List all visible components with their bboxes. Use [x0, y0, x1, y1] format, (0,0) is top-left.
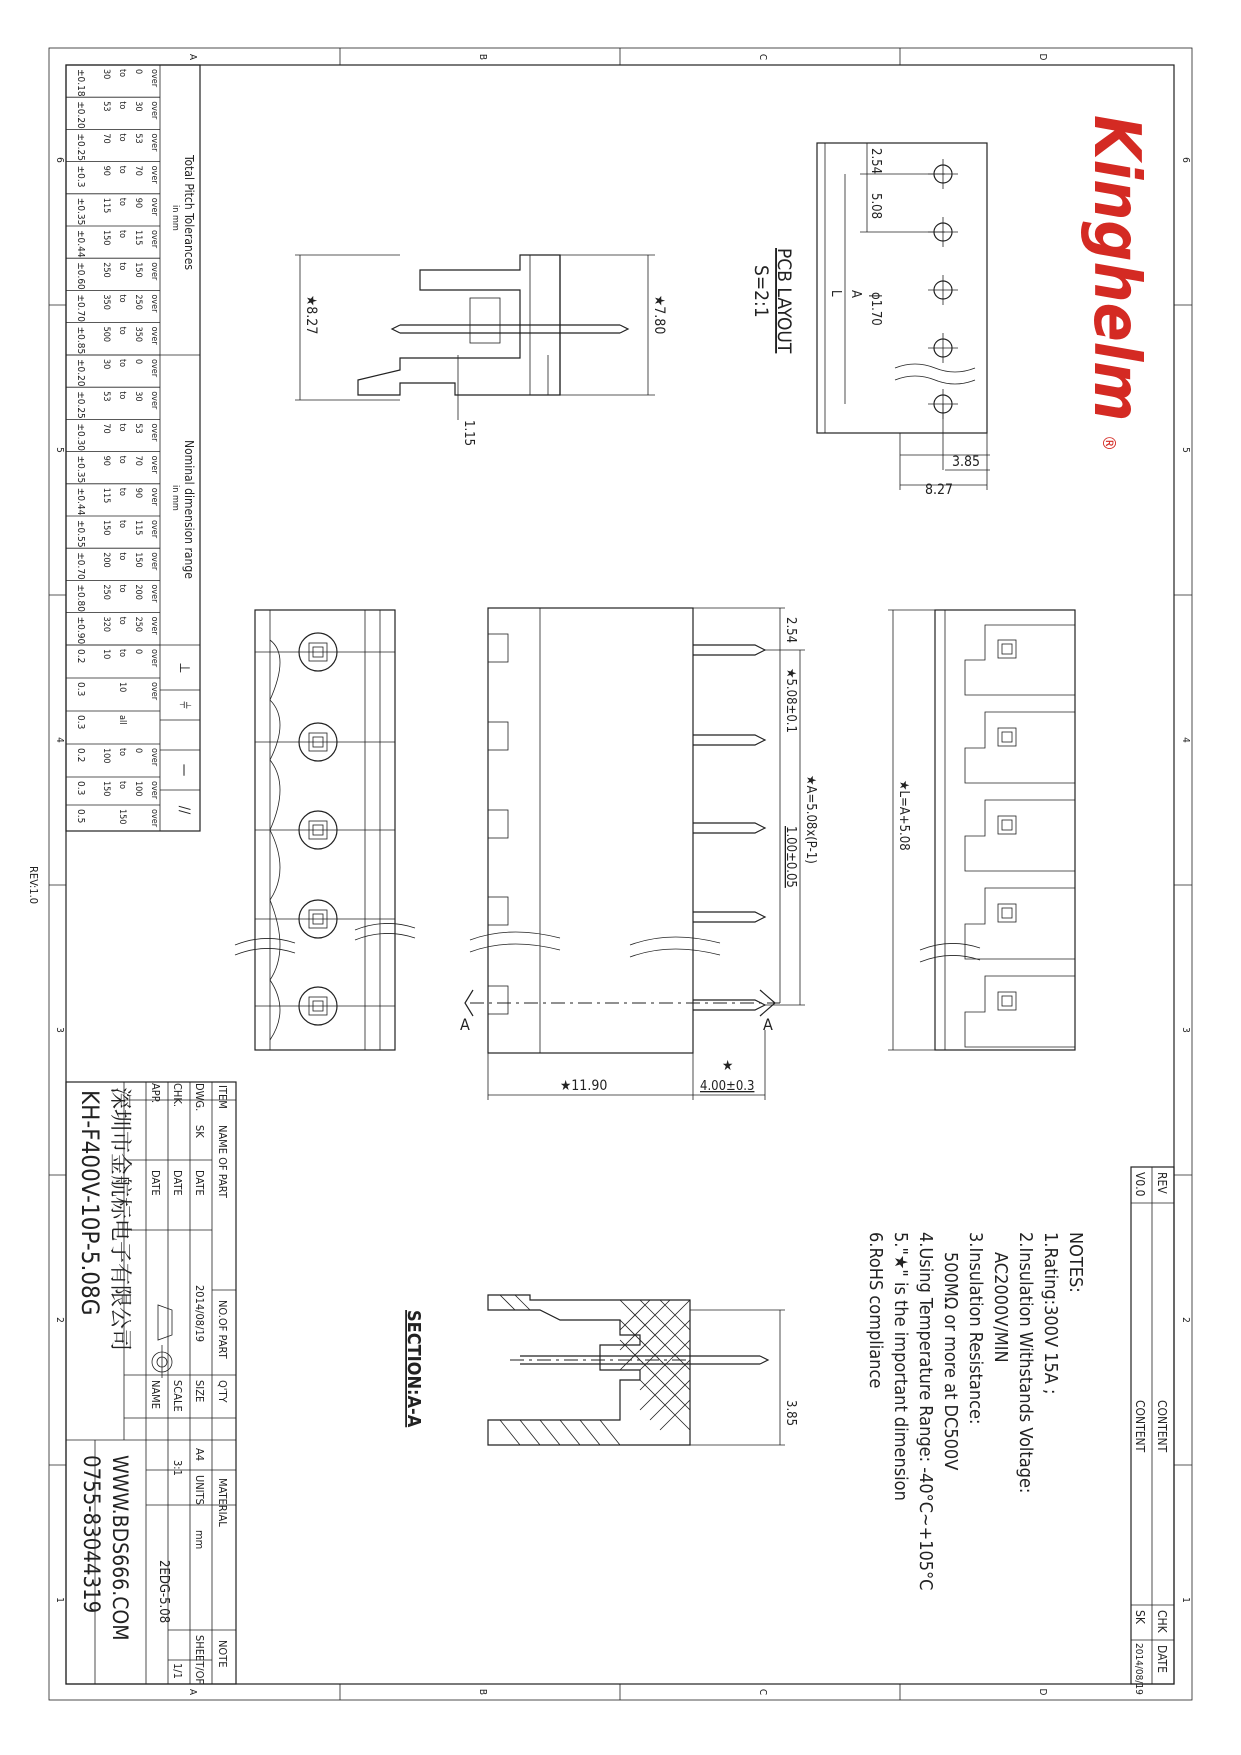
zone-number-left-3: 3: [54, 1027, 65, 1033]
tolerance-cell: to: [117, 69, 127, 78]
section-a-a: [403, 1295, 798, 1445]
tb-note: NOTE: [216, 1640, 229, 1668]
tolerance-cell: 250: [101, 584, 111, 600]
note-3: 3.Insulation Resistance:: [965, 1232, 986, 1425]
geo-symbol-straightness: —: [176, 763, 192, 777]
geometric-tolerance-cell: over: [149, 781, 159, 800]
tolerance-cell: to: [117, 520, 127, 529]
tolerance-cell: over: [149, 520, 159, 539]
notes: [865, 1232, 1086, 1591]
tb-qty: Q'TY: [216, 1380, 229, 1403]
tolerance-cell: to: [117, 584, 127, 593]
section-hatch: [500, 1295, 690, 1445]
tolerance-cells: [66, 65, 160, 828]
tolerance-cell: ±0.20: [75, 101, 86, 129]
zone-letter-bottom-b: B: [477, 1688, 488, 1696]
geometric-tolerance-cell: 0.5: [75, 809, 86, 824]
tolerance-cell: ±0.44: [75, 230, 86, 258]
tb-sheet: 1/1: [171, 1663, 184, 1679]
geometric-tolerance-cell: over: [149, 649, 159, 668]
notes-title: NOTES:: [1065, 1232, 1086, 1293]
geometric-tolerance-cell: 10: [101, 649, 111, 660]
geometric-tolerance-cell: 150: [117, 809, 127, 825]
tolerance-cell: over: [149, 197, 159, 216]
tolerance-cell: ±0.3: [75, 165, 86, 188]
brand-logo: [1079, 115, 1153, 451]
tolerance-cell: to: [117, 359, 127, 368]
note-5: 5."★" is the important dimension: [890, 1232, 911, 1501]
tb-no-of-part: NO.OF PART: [216, 1300, 229, 1359]
geometric-tolerance-cell: 0: [133, 649, 143, 655]
tolerance-cell: 250: [101, 262, 111, 278]
section-dim-3-85: 3.85: [783, 1400, 798, 1427]
front-dim-star: ★: [722, 1058, 734, 1074]
front-dim-a: ★A=5.08x(P-1): [803, 775, 818, 864]
terminal-side-view: [888, 610, 1075, 1050]
front-dim-5-08: ★5.08±0.1: [783, 668, 798, 733]
geometric-tolerance-cell: all: [117, 715, 127, 725]
zone-letter-bottom-c: C: [757, 1688, 768, 1696]
tolerance-cell: over: [149, 487, 159, 506]
geometric-tolerance-cell: 0.3: [75, 682, 86, 697]
zone-number-right-6: 6: [1180, 157, 1191, 163]
terminal-slots: [965, 625, 1075, 1047]
tolerance-cell: to: [117, 101, 127, 110]
rev-value-rev: V0.0: [1133, 1172, 1147, 1197]
tb-website: WWW.BDS666.COM: [108, 1455, 132, 1641]
tolerance-cell: 350: [101, 294, 111, 310]
tolerance-cell: 30: [133, 101, 143, 112]
tolerance-cell: 70: [133, 165, 143, 176]
tolerance-cell: 200: [133, 584, 143, 600]
tolerance-cell: 70: [101, 133, 111, 144]
tolerance-cell: 90: [101, 165, 111, 176]
tolerance-cell: 150: [101, 230, 111, 246]
screw-heads: [299, 633, 337, 1025]
geometric-tolerance-cell: 10: [117, 682, 127, 693]
tb-part-code: 2EDG-5.08: [156, 1560, 171, 1624]
tolerance-cell: 53: [101, 391, 111, 402]
tolerance-cell: to: [117, 391, 127, 400]
tolerance-cell: ±0.25: [75, 133, 86, 161]
rev-value-date: 2014/08/19: [1133, 1643, 1144, 1695]
tolerance-cell: to: [117, 165, 127, 174]
front-dim-pin: 1.00±0.05: [783, 826, 798, 888]
tb-name-of-part: NAME OF PART: [216, 1125, 229, 1198]
nominal-table-unit: in mm: [170, 485, 180, 511]
tb-app-date: DATE: [149, 1170, 162, 1196]
section-mark-a-left: A: [460, 1015, 470, 1034]
tolerance-cell: over: [149, 359, 159, 378]
tolerance-cell: 250: [133, 294, 143, 310]
tb-date: 2014/08/19: [193, 1285, 206, 1343]
zone-number-left-6: 6: [54, 157, 65, 163]
zone-number-right-2: 2: [1180, 1317, 1191, 1323]
rev-header-rev: REV: [1155, 1172, 1169, 1194]
side-dim-1-15: 1.15: [461, 420, 476, 447]
tolerance-cell: 30: [101, 69, 111, 80]
brand-registered-mark: ®: [1098, 435, 1119, 452]
geometric-tolerance-cell: 0.3: [75, 715, 86, 730]
side-view: [295, 255, 667, 446]
geometric-tolerance-cell: 0.2: [75, 649, 86, 664]
tolerance-cell: ±0.60: [75, 262, 86, 290]
revision-table: [1131, 1167, 1174, 1695]
tolerance-cell: 200: [101, 552, 111, 568]
tolerance-cell: ±0.70: [75, 294, 86, 322]
tolerance-cell: 30: [101, 359, 111, 370]
tolerance-cell: 115: [101, 487, 111, 504]
tolerance-cell: over: [149, 552, 159, 571]
note-4: 4.Using Temperature Range: -40°C~+105°C: [915, 1232, 936, 1591]
tb-date-label: DATE: [193, 1170, 206, 1196]
zone-letter-top-a: A: [187, 53, 198, 61]
tb-phone: 0755-83044319: [78, 1455, 103, 1614]
tolerance-cell: 150: [133, 552, 143, 568]
tolerance-cell: over: [149, 423, 159, 442]
geo-symbol-symmetry: ⫩: [176, 700, 192, 710]
rev-header-chk: CHK: [1155, 1610, 1169, 1633]
zone-number-right-4: 4: [1180, 737, 1191, 743]
revision-label: REV:1.0: [27, 865, 40, 905]
tolerance-cell: over: [149, 455, 159, 474]
zone-number-left-1: 1: [54, 1597, 65, 1603]
tolerance-cell: over: [149, 69, 159, 88]
pcb-layout-view: [750, 143, 990, 498]
zone-number-left-2: 2: [54, 1317, 65, 1323]
tolerance-cell: 90: [101, 455, 111, 466]
zone-number-right-3: 3: [1180, 1027, 1191, 1033]
tolerance-cell: 115: [101, 197, 111, 214]
pcb-holes: [928, 159, 958, 419]
tolerance-cell: to: [117, 262, 127, 271]
tolerance-cell: 115: [133, 520, 143, 536]
nominal-table-title: Nominal dimension range: [182, 440, 196, 579]
tolerance-cell: ±0.55: [75, 520, 86, 548]
geometric-tolerance-cell: to: [117, 748, 127, 757]
geometric-tolerance-cell: 100: [133, 781, 143, 797]
pcb-dim-3-85: 3.85: [952, 454, 981, 470]
tb-sheet-label: SHEET/OF: [193, 1635, 206, 1685]
tolerance-cell: ±0.30: [75, 423, 86, 451]
note-6: 6.RoHS compliance: [865, 1232, 886, 1389]
side-dim-7-80: ★7.80: [651, 295, 667, 335]
geometric-tolerance-cell: 150: [101, 781, 111, 797]
tolerance-cell: ±0.85: [75, 326, 86, 355]
tb-name-label: NAME: [149, 1380, 162, 1409]
tb-scale-label: SCALE: [171, 1380, 184, 1412]
tolerance-cell: 53: [133, 133, 143, 144]
tolerance-cell: 320: [101, 616, 111, 633]
geo-symbol-perpendicular: ⊥: [176, 662, 192, 674]
top-dim-l: ★L=A+5.08: [896, 780, 911, 851]
tolerance-cell: 150: [133, 262, 143, 278]
geometric-tolerance-cell: to: [117, 781, 127, 790]
zone-letter-bottom-d: D: [1037, 1688, 1048, 1696]
title-block: [66, 1082, 236, 1684]
tolerance-cell: to: [117, 133, 127, 142]
rev-value-content: CONTENT: [1133, 1400, 1147, 1453]
tb-chk: CHK.: [171, 1083, 184, 1107]
geo-symbol-parallel: //: [176, 805, 192, 815]
tolerance-cell: 0: [133, 359, 143, 365]
geometric-tolerance-cell: 0: [133, 748, 143, 754]
note-2b: AC2000V/MIN: [990, 1252, 1011, 1363]
front-view: [460, 608, 818, 1100]
pcb-dim-2-54: 2.54: [868, 148, 883, 175]
tolerance-cell: 70: [133, 455, 143, 466]
zone-letter-top-d: D: [1037, 53, 1048, 61]
front-dim-2-54: 2.54: [783, 617, 798, 644]
side-dim-8-27: ★8.27: [303, 295, 319, 335]
front-dim-11-90: ★11.90: [560, 1078, 608, 1094]
geometric-tolerance-cell: over: [149, 748, 159, 767]
zone-letter-bottom-a: A: [187, 1688, 198, 1696]
tb-app: APP.: [149, 1083, 162, 1104]
tolerance-cell: to: [117, 455, 127, 464]
tolerance-cell: over: [149, 616, 159, 635]
tolerance-cell: ±0.44: [75, 487, 86, 516]
geometric-tolerance-cell: over: [149, 809, 159, 828]
front-dim-4-00: 4.00±0.3: [700, 1079, 755, 1094]
tb-size: A4: [193, 1448, 206, 1462]
tolerance-cell: 150: [101, 520, 111, 536]
tolerance-cell: 53: [133, 423, 143, 434]
zone-number-left-5: 5: [54, 447, 65, 453]
pins: [693, 645, 765, 1010]
tolerance-cell: 115: [133, 230, 143, 246]
tb-size-label: SIZE: [193, 1380, 206, 1403]
tolerance-cell: to: [117, 294, 127, 303]
pcb-dim-l: L: [828, 290, 843, 297]
tolerance-cell: 250: [133, 616, 143, 633]
tb-item: ITEM: [216, 1085, 229, 1109]
rev-value-chk: SK: [1133, 1610, 1147, 1624]
tolerance-cell: 90: [133, 487, 143, 499]
geometric-tolerance-cell: 100: [101, 748, 111, 764]
geometric-tolerance-cell: 0.2: [75, 748, 86, 763]
zone-letter-top-b: B: [477, 53, 488, 61]
tb-units: mm: [193, 1530, 206, 1550]
tolerance-tables: [66, 65, 200, 831]
tolerance-cell: 500: [101, 326, 111, 343]
tolerance-cell: 53: [101, 101, 111, 112]
tolerance-cell: to: [117, 230, 127, 239]
brand-name: Kinghelm: [1079, 115, 1153, 422]
tolerance-cell: to: [117, 552, 127, 561]
note-3b: 500MΩ or more at DC500V: [940, 1252, 961, 1471]
zone-number-right-1: 1: [1180, 1597, 1191, 1603]
tolerance-cell: 70: [101, 423, 111, 434]
pcb-dim-hole-diameter: ϕ1.70: [868, 292, 883, 326]
tolerance-table-title: Total Pitch Tolerances: [182, 155, 196, 271]
tolerance-cell: ±0.18: [75, 69, 86, 97]
tolerance-cell: to: [117, 326, 127, 335]
tb-units-label: UNITS: [193, 1475, 206, 1505]
tolerance-cell: to: [117, 487, 127, 496]
zone-number-right-5: 5: [1180, 447, 1191, 453]
tolerance-cell: 30: [133, 391, 143, 402]
tb-scale: 3:1: [171, 1460, 184, 1476]
zone-letter-top-c: C: [757, 53, 768, 61]
tolerance-cell: over: [149, 262, 159, 281]
tb-company: 深圳市金航标电子有限公司: [107, 1087, 132, 1352]
tolerance-cell: over: [149, 294, 159, 313]
geometric-tolerance-cell: 0.3: [75, 781, 86, 796]
pcb-dim-a: A: [848, 290, 863, 298]
section-title: SECTION:A-A: [403, 1310, 424, 1428]
tolerance-cell: ±0.25: [75, 391, 86, 419]
terminal-top-view: [235, 610, 415, 1050]
zone-number-left-4: 4: [54, 737, 65, 743]
tb-material: MATERIAL: [216, 1478, 229, 1527]
tb-part-number: KH-F400V-10P-5.08G: [76, 1090, 104, 1316]
tolerance-cell: ±0.80: [75, 584, 86, 612]
tolerance-cell: over: [149, 584, 159, 603]
tolerance-cell: 350: [133, 326, 143, 343]
tolerance-cell: ±0.20: [75, 359, 86, 387]
tolerance-cell: over: [149, 230, 159, 249]
projection-symbol: [152, 1305, 172, 1378]
rev-header-date: DATE: [1155, 1645, 1169, 1673]
pcb-dim-8-27: 8.27: [925, 482, 954, 498]
tb-chk-date: DATE: [171, 1170, 184, 1196]
tb-dwg-name: SK: [193, 1125, 206, 1138]
tolerance-cell: to: [117, 423, 127, 432]
tolerance-cell: over: [149, 165, 159, 184]
note-1: 1.Rating:300V 15A ;: [1040, 1232, 1061, 1395]
tolerance-cell: over: [149, 326, 159, 345]
section-mark-a-right: A: [763, 1015, 773, 1034]
rev-header-content: CONTENT: [1155, 1400, 1169, 1453]
tolerance-cell: to: [117, 616, 127, 625]
tolerance-cell: ±0.35: [75, 197, 86, 226]
tolerance-cell: 0: [133, 69, 143, 75]
pcb-layout-scale: S=2:1: [750, 265, 772, 318]
tolerance-cell: over: [149, 133, 159, 152]
tolerance-cell: ±0.70: [75, 552, 86, 580]
geometric-tolerance-cell: over: [149, 682, 159, 701]
tolerance-table-unit: in mm: [170, 205, 180, 231]
tolerance-cell: 90: [133, 197, 143, 209]
pcb-layout-title: PCB LAYOUT: [773, 248, 795, 354]
note-2: 2.Insulation Withstands Voltage:: [1015, 1232, 1036, 1494]
tb-dwg: DWG.: [193, 1083, 206, 1112]
tolerance-cell: ±0.90: [75, 616, 86, 645]
tolerance-cell: over: [149, 391, 159, 410]
tolerance-cell: to: [117, 197, 127, 206]
geometric-tolerance-cell: to: [117, 649, 127, 658]
tolerance-cell: over: [149, 101, 159, 120]
pcb-dim-5-08: 5.08: [868, 193, 883, 220]
tolerance-cell: ±0.35: [75, 455, 86, 484]
